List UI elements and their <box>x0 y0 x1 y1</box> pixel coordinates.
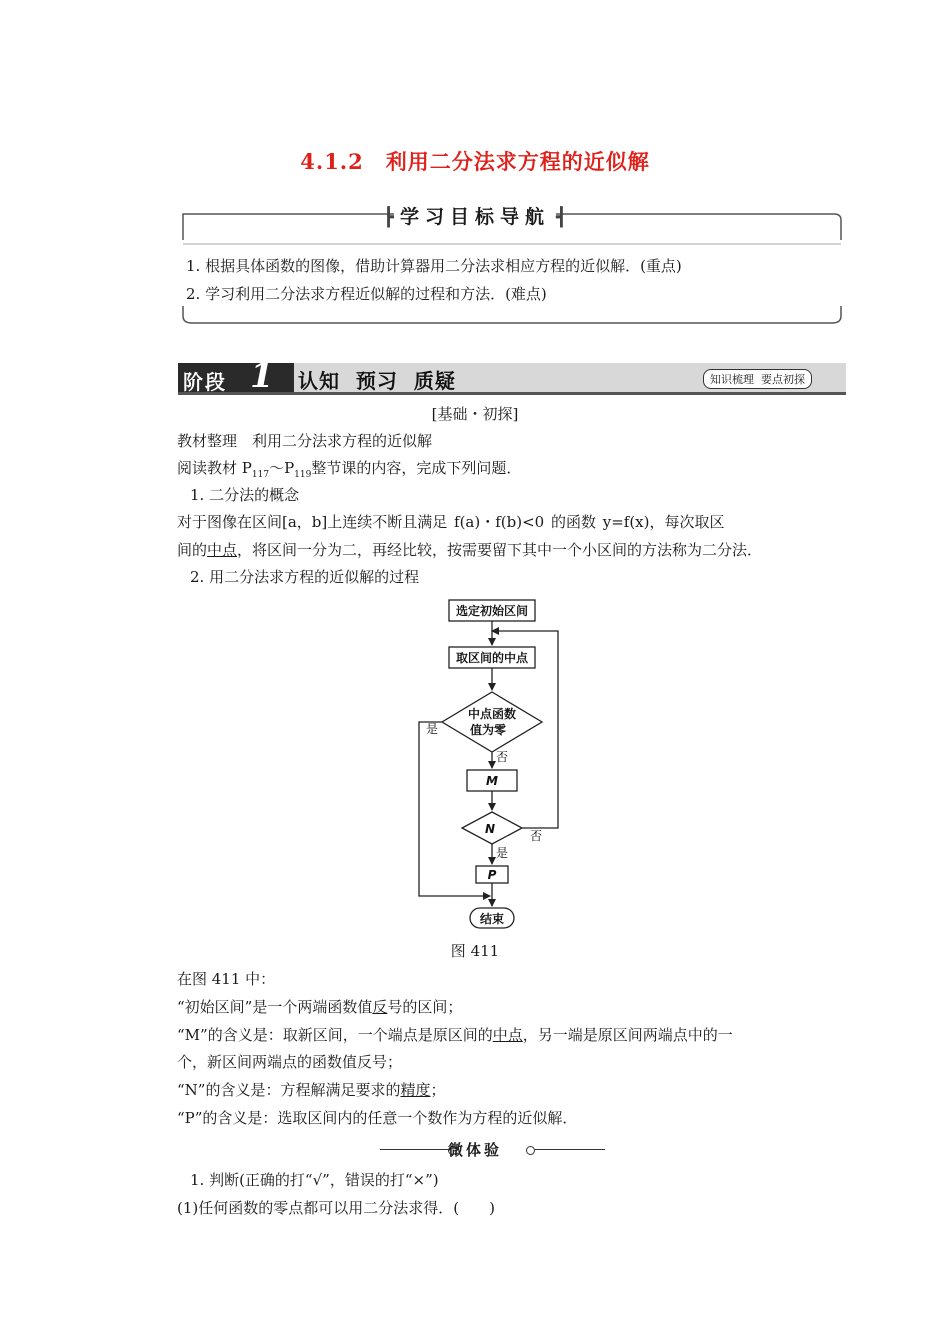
objective-item: 1. 根据具体函数的图像，借助计算器用二分法求相应方程的近似解．(重点) <box>186 257 682 275</box>
explain-line: 个，新区间两端点的函数值反号； <box>177 1053 403 1071</box>
explain-intro: 在图 411 中： <box>177 970 276 988</box>
flow-p-label: P <box>487 868 497 882</box>
item1-title: 1. 二分法的概念 <box>190 486 300 504</box>
flow-start-label: 选定初始区间 <box>455 604 529 618</box>
flow-m-label: M <box>486 774 498 788</box>
objective-item: 2. 学习利用二分法求方程近似解的过程和方法．(难点) <box>186 285 547 303</box>
item1-line1: 对于图像在区间[a，b]上连续不断且满足 f(a)・f(b)<0 的函数 y=f(x)，每次取区 <box>177 513 725 531</box>
flow-yes-label-2: 是 <box>496 846 509 860</box>
explain-line: “N”的含义是：方程解满足要求的精度； <box>177 1081 446 1099</box>
stage-number: 1 <box>250 356 274 396</box>
flow-step-label: 取区间的中点 <box>455 651 529 665</box>
micro-title: 微体验 <box>447 1141 502 1159</box>
item1-line2: 间的中点，将区间一分为二，再经比较，按需要留下其中一个小区间的方法称为二分法． <box>177 541 763 559</box>
flow-yes-label: 是 <box>426 722 439 736</box>
flow-end-label: 结束 <box>479 912 505 926</box>
item2-title: 2. 用二分法求方程的近似解的过程 <box>190 568 420 586</box>
flow-n-label: N <box>484 822 496 836</box>
stage-tag: 知识梳理 要点初探 <box>703 369 812 389</box>
reading-line: 阅读教材 $P_{117}\sim P_{119}$整节课的内容，完成下列问题． <box>177 459 522 480</box>
explain-line: “P”的含义是：选取区间内的任意一个数作为方程的近似解． <box>177 1109 578 1127</box>
stage-title: 认知 预习 质疑 <box>298 369 456 393</box>
flow-no-label: 否 <box>496 750 509 764</box>
page-title: 4.1.2 利用二分法求方程的近似解 <box>300 149 650 174</box>
exercise-1: 1. 判断(正确的打“√”，错误的打“×”) <box>190 1171 439 1189</box>
explain-line: “初始区间”是一个两端函数值反号的区间； <box>177 998 463 1016</box>
subheading: [基础・初探] <box>431 405 519 423</box>
flow-decision-label: 中点函数 <box>467 707 517 721</box>
figure-caption: 图 411 <box>450 942 500 960</box>
flow-decision-diamond <box>442 692 542 752</box>
exercise-1-1: (1)任何函数的零点都可以用二分法求得．( ) <box>177 1199 495 1217</box>
objectives-heading: 学习目标导航 <box>394 206 556 228</box>
stage-label: 阶段 <box>183 370 227 394</box>
explain-line: “M”的含义是：取新区间，一个端点是原区间的中点，另一端是原区间两端点中的一 <box>177 1026 733 1044</box>
flow-no-label-2: 否 <box>530 829 543 843</box>
section-title: 教材整理 利用二分法求方程的近似解 <box>177 432 433 450</box>
flow-decision-label-2: 值为零 <box>469 723 507 737</box>
